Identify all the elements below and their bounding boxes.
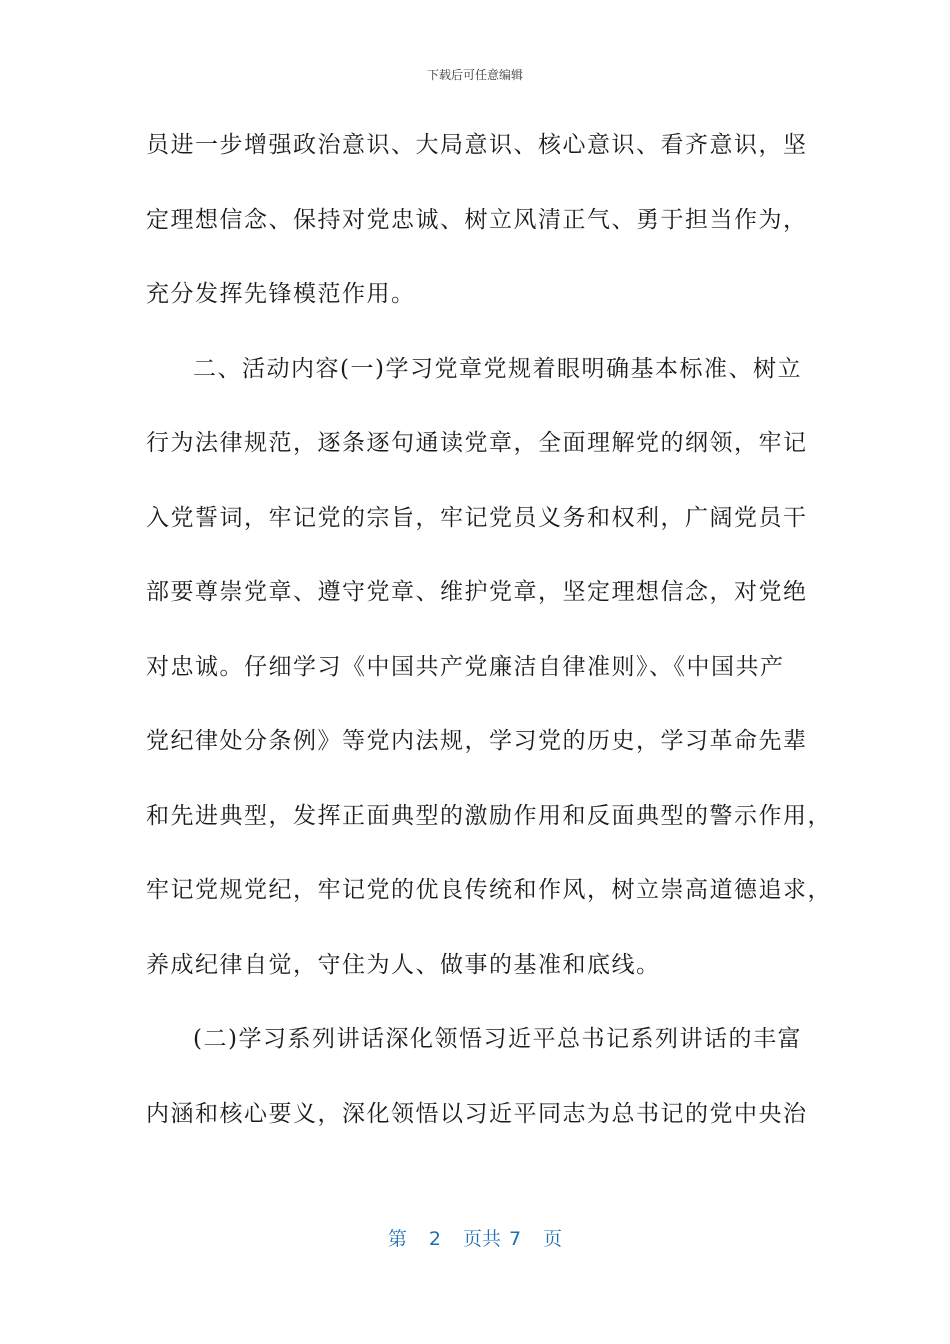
page-footer [0,1224,950,1251]
paragraph-start-line: (二)学习系列讲话深化领悟习近平总书记系列讲话的丰富 [193,1026,802,1052]
document-body [146,120,832,1163]
page-total: 7 [509,1228,522,1250]
text-line: 对忠诚。仔细学习《中国共产党廉洁自律准则》、《中国共产 [146,653,785,680]
text-line: 员进一步增强政治意识、大局意识、核心意识、看齐意识，坚 [146,132,808,158]
text-line: 部要尊崇党章、遵守党章、维护党章，坚定理想信念，对党绝 [146,579,808,605]
text-line: 行为法律规范，逐条逐句通读党章，全面理解党的纲领，牢记 [146,430,808,456]
header-note: 下载后可任意编辑 [426,68,523,82]
text-line: 定理想信念、保持对党忠诚、树立风清正气、勇于担当作为， [146,206,808,233]
paragraph-start-line: 二、活动内容(一)学习党章党规着眼明确基本标准、树立 [193,355,802,382]
page-middle: 页共 [462,1228,501,1250]
page-prefix: 第 [387,1228,407,1250]
text-line: 内涵和核心要义，深化领悟以习近平同志为总书记的党中央治 [146,1100,808,1127]
page-number: 2 [428,1228,441,1250]
text-line: 充分发挥先锋模范作用。 [146,281,416,307]
text-line: 党纪律处分条例》等党内法规，学习党的历史，学习革命先辈 [146,728,808,754]
text-line: 和先进典型，发挥正面典型的激励作用和反面典型的警示作用， [146,802,832,829]
text-line: 牢记党规党纪，牢记党的优良传统和作风，树立崇高道德追求， [146,877,832,903]
text-line: 养成纪律自觉，守住为人、做事的基准和底线。 [146,951,661,978]
page-suffix: 页 [543,1228,563,1250]
text-line: 入党誓词，牢记党的宗旨，牢记党员义务和权利，广阔党员干 [146,504,808,531]
